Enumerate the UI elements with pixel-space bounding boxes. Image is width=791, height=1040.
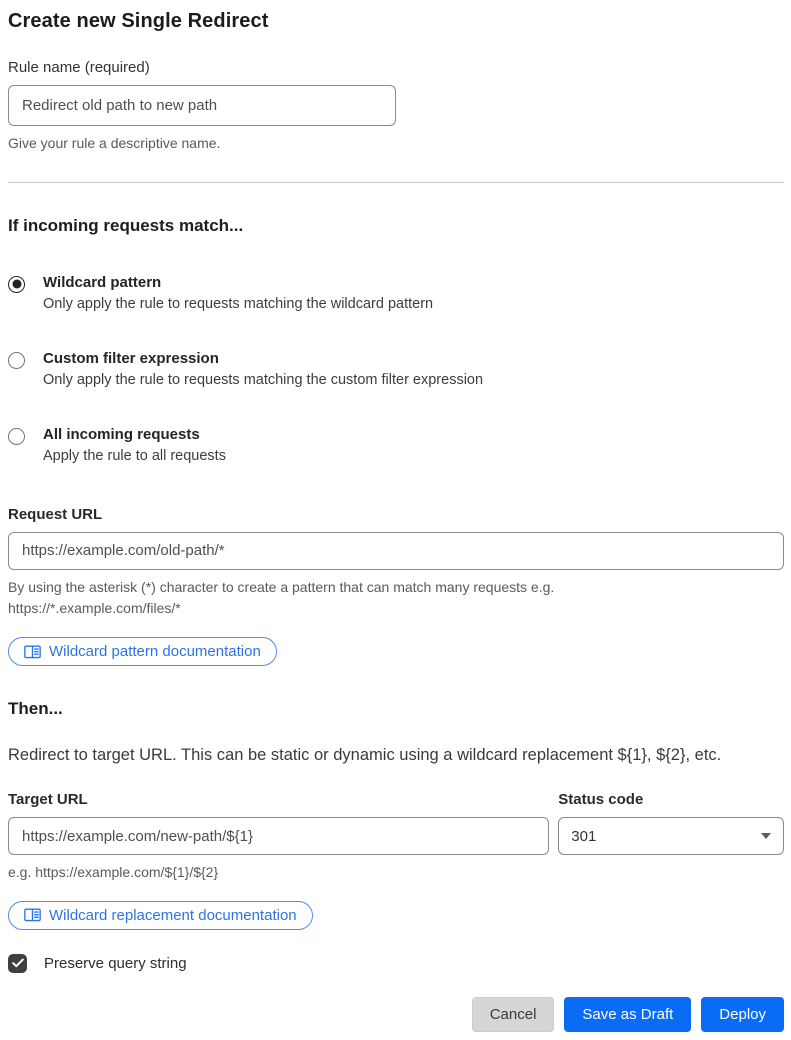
request-url-help: [8, 577, 784, 620]
radio-description: Apply the rule to all requests: [43, 447, 226, 464]
page-title: Create new Single Redirect: [8, 10, 269, 32]
wildcard-pattern-documentation-button[interactable]: [8, 637, 277, 666]
radio-label: Wildcard pattern: [43, 273, 162, 291]
radio-description: Only apply the rule to requests matching the wildcard pattern: [43, 295, 434, 312]
request-url-help-line2: https://*.example.com/files/*: [8, 600, 181, 617]
book-icon: [24, 645, 41, 659]
then-section-description: Redirect to target URL. This can be static or dynamic using a wildcard replacement ${1}, ${2}, etc.: [8, 746, 722, 765]
radio-option-custom-filter-expression[interactable]: [8, 350, 784, 388]
radio-selected-icon[interactable]: [8, 276, 25, 293]
target-url-input[interactable]: [8, 817, 549, 855]
chevron-down-icon: [761, 833, 771, 839]
status-code-value: 301: [571, 827, 597, 845]
radio-unselected-icon[interactable]: [8, 352, 25, 369]
cancel-button[interactable]: Cancel: [472, 997, 555, 1032]
request-url-field: [8, 506, 784, 620]
preserve-query-string-checkbox[interactable]: [8, 954, 784, 973]
doc-button-label: Wildcard pattern documentation: [49, 643, 261, 661]
save-as-draft-button[interactable]: Save as Draft: [564, 997, 691, 1032]
rule-name-input[interactable]: [8, 85, 396, 126]
section-divider: [8, 182, 784, 183]
status-code-select[interactable]: [558, 817, 784, 855]
radio-option-all-incoming-requests[interactable]: [8, 426, 784, 464]
radio-label: Custom filter expression: [43, 349, 219, 367]
preserve-query-string-label: Preserve query string: [44, 954, 187, 972]
wildcard-replacement-documentation-button[interactable]: [8, 901, 313, 930]
footer-actions: [8, 997, 784, 1032]
checkbox-checked-icon[interactable]: [8, 954, 27, 973]
radio-description: Only apply the rule to requests matching the custom filter expression: [43, 371, 484, 388]
radio-unselected-icon[interactable]: [8, 428, 25, 445]
rule-name-label: Rule name (required): [8, 59, 150, 76]
radio-label: All incoming requests: [43, 425, 200, 443]
rule-name-help: Give your rule a descriptive name.: [8, 135, 221, 151]
radio-option-wildcard-pattern[interactable]: [8, 274, 784, 312]
target-url-label: Target URL: [8, 791, 88, 809]
request-url-input[interactable]: [8, 532, 784, 570]
deploy-button[interactable]: Deploy: [701, 997, 784, 1032]
doc-button-label: Wildcard replacement documentation: [49, 906, 297, 924]
book-icon: [24, 908, 41, 922]
status-code-field: [558, 791, 784, 884]
target-url-help: e.g. https://example.com/${1}/${2}: [8, 864, 219, 881]
match-section-heading: If incoming requests match...: [8, 215, 244, 235]
then-section-heading: Then...: [8, 699, 63, 719]
target-url-field: [8, 791, 549, 884]
status-code-label: Status code: [558, 791, 644, 809]
rule-name-field: [8, 59, 784, 155]
target-and-status-row: [8, 791, 784, 884]
request-url-help-line1: By using the asterisk (*) character to create a pattern that can match many requests e.g.: [8, 578, 555, 595]
request-url-label: Request URL: [8, 505, 103, 523]
